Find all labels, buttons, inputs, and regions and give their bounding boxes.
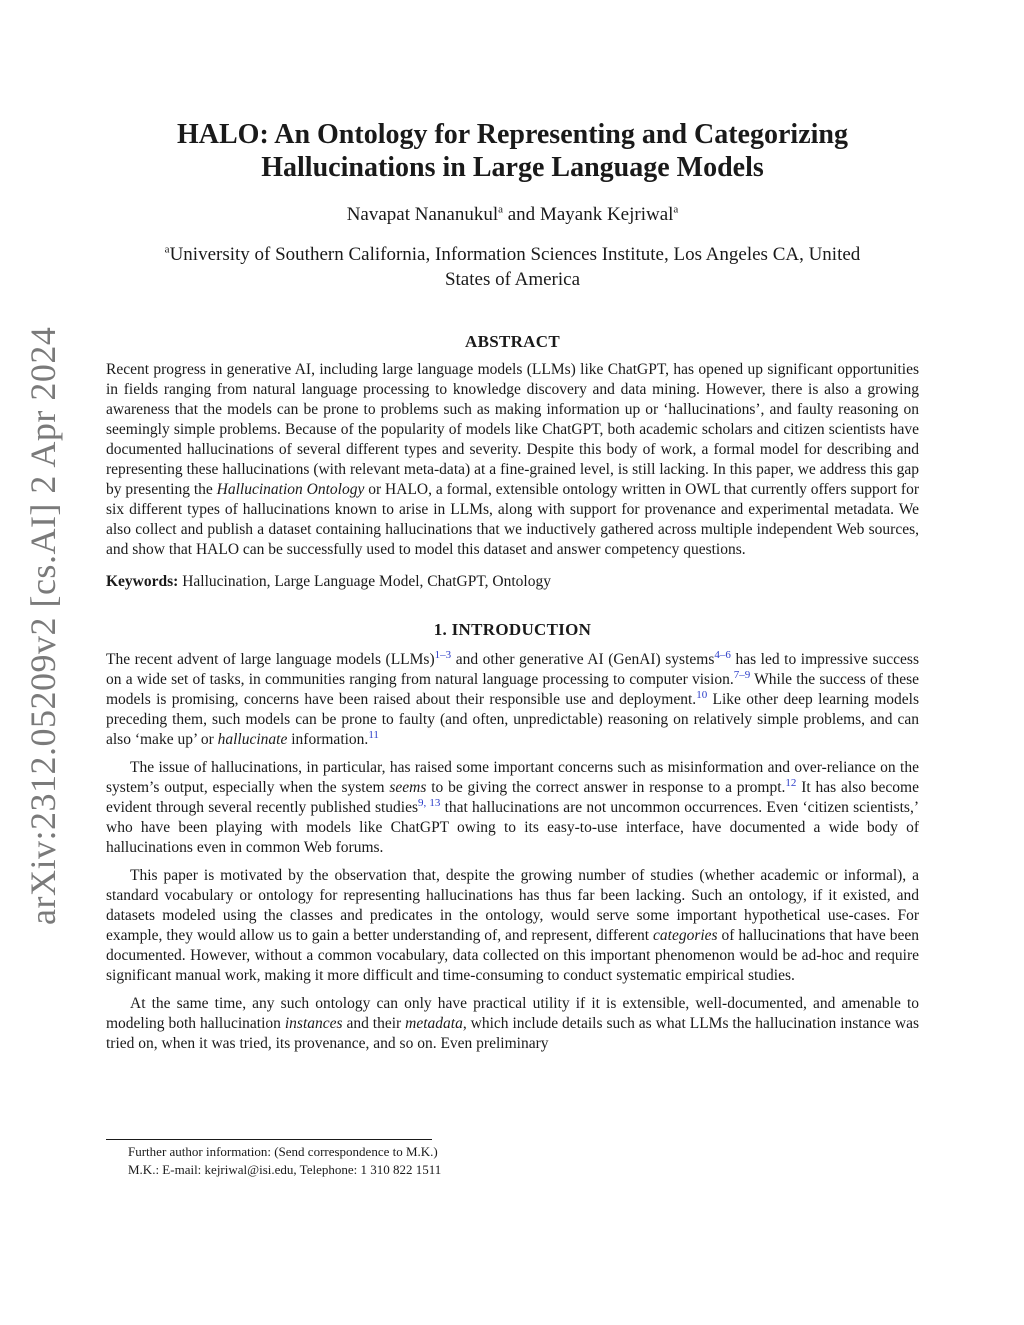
affiliation-line-1: $^a$University of Southern California, Information Sciences Institute, Los Angeles CA, United [164,243,861,265]
affiliation-marker: a [673,203,679,216]
affiliation-marker: a [164,243,170,256]
citation-link[interactable]: 11 [368,728,379,741]
keywords-label: Keywords: [106,573,179,590]
affiliation [106,242,919,292]
citation-link[interactable]: 10 [696,688,708,701]
term-hallucination-ontology: Hallucination Ontology [216,481,365,498]
affiliation-marker: a [498,203,503,216]
abstract-body: Recent progress in generative AI, including large language models (LLMs) like ChatGPT, has opened up significant opportunities in fields ranging from natural language processing to knowledge discovery and data mining. However, there is also a growing awareness that the models can be prone to problems such as making information up or ‘hallucinations’, and faulty reasoning on seemingly simple problems. Because of the popularity of models like ChatGPT, both academic scholars and citizen scientists have documented hallucinations of several different types and severity. Despite this body of work, a formal model for describing and representing these hallucinations (with relevant meta-data) at a fine-grained level, is still lacking. In this paper, we address this gap by presenting the Hallucination Ontology or HALO, a formal, extensible ontology written in OWL that currently offers support for six different types of hallucinations known to arise in LLMs, along with support for provenance and experimental metadata. We also collect and publish a dataset containing hallucinations that we inductively gathered across multiple independent Web sources, and show that HALO can be successfully used to model this dataset and answer competency questions. [106,361,919,558]
keywords [106,572,919,592]
intro-paragraph-3: This paper is motivated by the observation that, despite the growing number of studies (whether academic or informal), a standard vocabulary or ontology for representing hallucinations has thus far been lacking. Such an ontology, if it existed, and datasets modeled using the classes and predicates in the ontology, would serve some important hypothetical use-cases. For example, they would allow us to gain a better understanding of, and represent, different categories of hallucinations that have been documented. However, without a common vocabulary, data collected on this important phenomenon would be ad-hoc and require significant manual work, making it more difficult and time-consuming to conduct systematic empirical studies. [106,867,919,984]
page-content [106,118,919,1054]
author-name: Navapat Nananukul [346,204,499,225]
title-line-1: HALO: An Ontology for Representing and Categorizing [177,119,848,150]
keywords-text: Hallucination, Large Language Model, ChatGPT, Ontology [178,573,551,590]
citation-link[interactable]: 4–6 [714,648,731,661]
intro-paragraph-2: The issue of hallucinations, in particular, has raised some important concerns such as misinformation and over-reliance on the system’s output, especially when the system seems to be giving the correct answer in response to a prompt.$^{12}$ It has also become evident through several recently published studies$^{9, 13}$ that hallucinations are not uncommon occurrences. Even ‘citizen scientists,’ who have been playing with models like ChatGPT owing to its easy-to-use interface, have documented a wide body of hallucinations even in common Web forums. [106,759,919,856]
arxiv-identifier: arXiv:2312.05209v2 [cs.AI] 2 Apr 2024 [23,326,63,925]
title-line-2: Hallucinations in Large Language Models [261,152,764,183]
citation-link[interactable]: 9, 13 [418,796,441,809]
footnote-author-info: Further author information: (Send correspondence to M.K.) [128,1144,438,1159]
intro-paragraph-4: At the same time, any such ontology can only have practical utility if it is extensible, well-documented, and amenable to modeling both hallucination instances and their metadata, which include details such as what LLMs the hallucination instance was tried on, when it was tried, its provenance, and so on. Even preliminary [106,995,919,1052]
citation-link[interactable]: 12 [785,776,797,789]
section-heading-introduction: 1. INTRODUCTION [433,620,592,639]
affiliation-line-2: States of America [444,269,581,290]
paper-title [106,118,919,184]
intro-paragraph-1: The recent advent of large language models (LLMs)$^{1-3}$ and other generative AI (GenAI) systems$^{4-6}$ has led to impressive success on a wide set of tasks, in communities ranging from natural language processing to computer vision.$^{7-9}$ While the success of these models is promising, concerns have been raised about their responsible use and deployment.$^{10}$ Like other deep learning models preceding them, such models can be prone to faulty (and often, unpredictable) reasoning on relatively simple problems, and can also ‘make up’ or hallucinate information.$^{11}$ [106,648,919,748]
abstract-heading: ABSTRACT [465,332,560,351]
author-name: Mayank Kejriwal [539,204,674,225]
footnote-contact: M.K.: E-mail: kejriwal@isi.edu, Telephone: 1 310 822 1511 [128,1162,442,1177]
citation-link[interactable]: 1–3 [434,648,452,661]
footnote-divider [106,1139,432,1140]
author-list [106,204,919,226]
author-conjunction: and [503,204,540,225]
footnotes [128,1143,441,1179]
citation-link[interactable]: 7–9 [733,668,751,681]
